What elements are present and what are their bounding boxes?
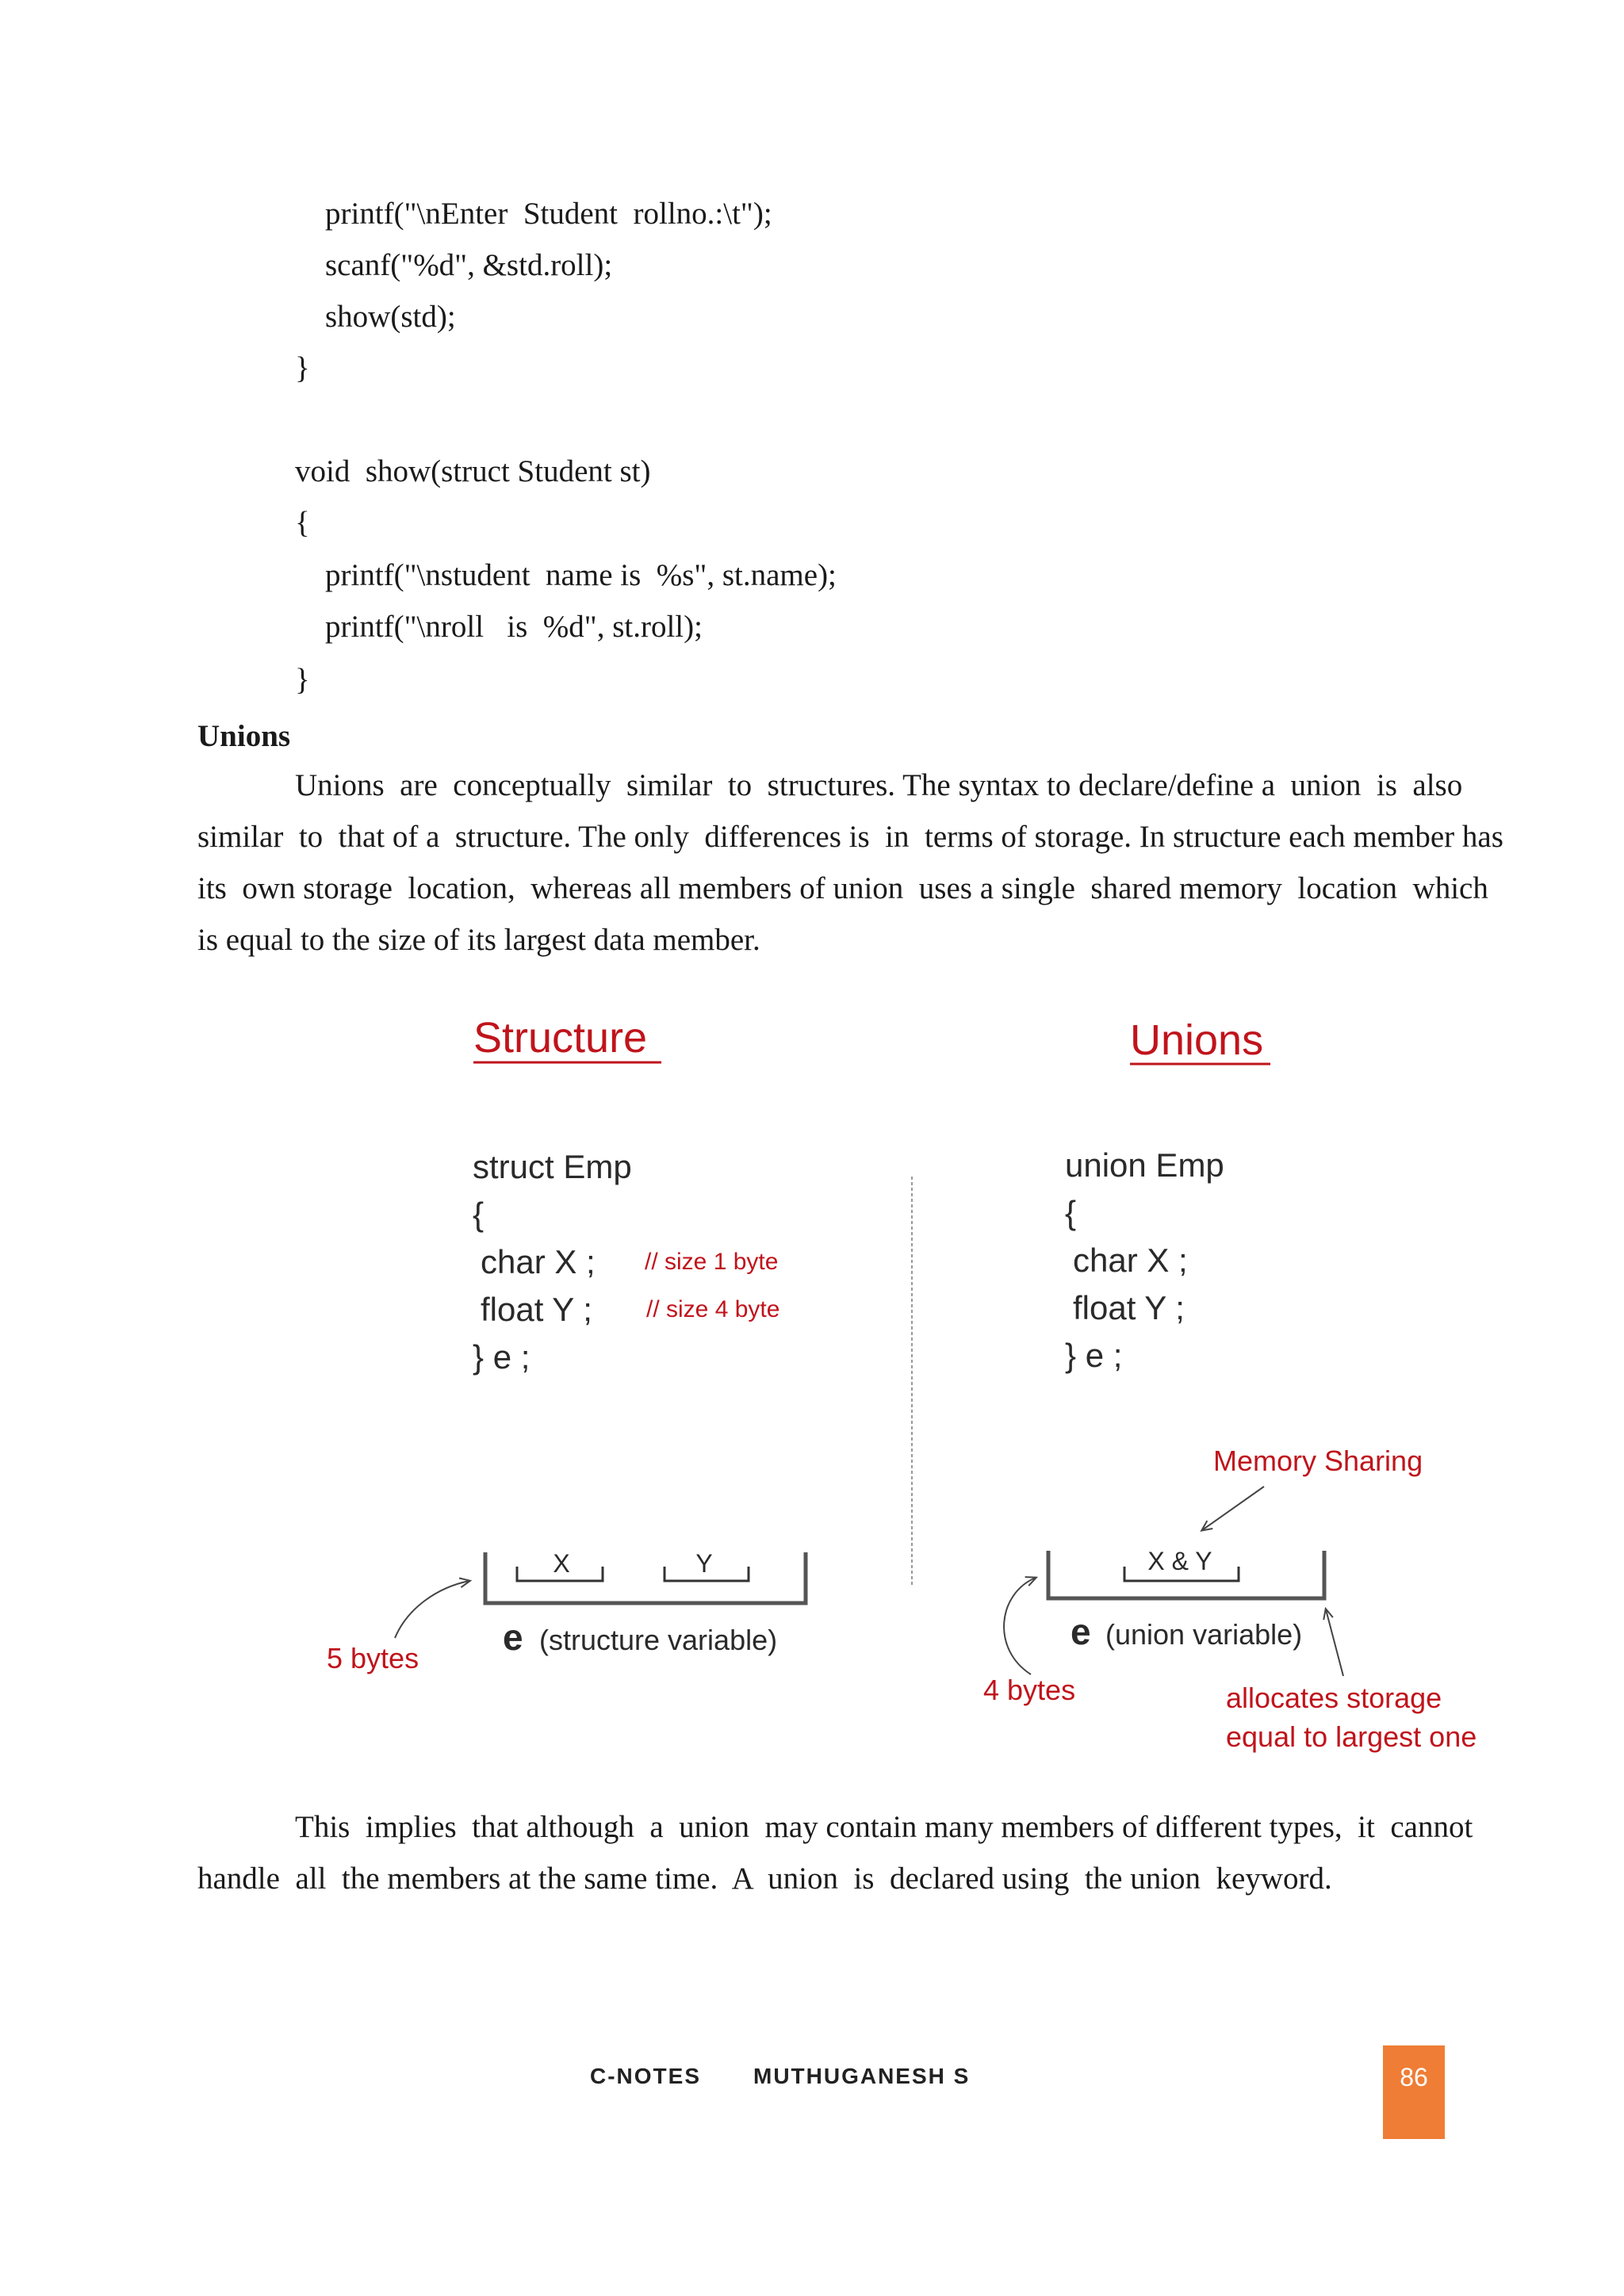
union-cell-xy-label: X & Y <box>1147 1547 1212 1575</box>
union-var-label: (union variable) <box>1105 1618 1303 1651</box>
struct-member-float: float Y ; <box>481 1291 592 1328</box>
struct-cell-x-label: X <box>553 1549 570 1578</box>
code-line: printf("\nEnter Student rollno.:\t"); <box>325 197 772 231</box>
union-member-char: char X ; <box>1073 1242 1188 1279</box>
struct-close: } e ; <box>473 1338 530 1376</box>
paragraph-line: its own storage location, whereas all members of union uses a single shared memory location which <box>197 871 1488 905</box>
structure-title: Structure <box>473 1014 648 1062</box>
struct-cell-y-label: Y <box>695 1549 713 1578</box>
paragraph-line: similar to that of a structure. The only differences is in terms of storage. In structure each member has <box>197 820 1503 854</box>
struct-size-arrow <box>395 1581 469 1638</box>
struct-decl: struct Emp <box>473 1148 632 1185</box>
struct-member-char: char X ; <box>481 1243 596 1280</box>
paragraph-line: is equal to the size of its largest data member. <box>197 923 760 957</box>
struct-var-label: (structure variable) <box>539 1624 778 1656</box>
page-number: 86 <box>1400 2063 1428 2091</box>
page-number-badge <box>1383 2045 1445 2139</box>
code-line: } <box>295 351 310 385</box>
memory-sharing-label: Memory Sharing <box>1213 1445 1423 1477</box>
struct-comment-size-4: // size 4 byte <box>646 1296 780 1322</box>
paragraph-unions-implication <box>197 1801 1473 1904</box>
footer-author: MUTHUGANESH S <box>753 2064 971 2088</box>
section-heading: Unions <box>197 719 291 753</box>
alloc-arrow <box>1326 1609 1343 1676</box>
code-line: printf("\nroll is %d", st.roll); <box>325 610 703 644</box>
footer-title: C-NOTES <box>590 2064 701 2088</box>
struct-size-label: 5 bytes <box>327 1642 419 1674</box>
unions-title: Unions <box>1130 1016 1264 1064</box>
union-size-label: 4 bytes <box>983 1674 1076 1706</box>
alloc-label-line2: equal to largest one <box>1226 1720 1477 1753</box>
alloc-label-line1: allocates storage <box>1226 1682 1442 1714</box>
union-close: } e ; <box>1065 1337 1123 1374</box>
struct-comment-size-1: // size 1 byte <box>645 1249 779 1275</box>
union-size-arrow <box>1004 1578 1036 1674</box>
union-decl: union Emp <box>1065 1146 1224 1184</box>
code-line: printf("\nstudent name is %s", st.name); <box>325 558 837 592</box>
code-line: show(std); <box>325 300 456 334</box>
struct-open-brace: { <box>473 1196 485 1233</box>
union-var-letter: e <box>1071 1611 1091 1652</box>
code-line: } <box>295 663 310 697</box>
code-line: { <box>295 506 310 540</box>
union-open-brace: { <box>1065 1194 1077 1231</box>
struct-var-letter: e <box>503 1617 523 1658</box>
memory-sharing-arrow <box>1202 1487 1264 1530</box>
code-line: void show(struct Student st) <box>295 454 651 488</box>
struct-memory-box <box>485 1552 806 1603</box>
paragraph-line: This implies that although a union may contain many members of different types, it cannot <box>295 1810 1473 1844</box>
paragraph-line: Unions are conceptually similar to structures. The syntax to declare/define a union is also <box>295 768 1463 802</box>
paragraph-line: handle all the members at the same time. A union is declared using the union keyword. <box>197 1862 1332 1896</box>
code-line: scanf("%d", &std.roll); <box>325 248 613 282</box>
union-member-float: float Y ; <box>1073 1289 1185 1326</box>
